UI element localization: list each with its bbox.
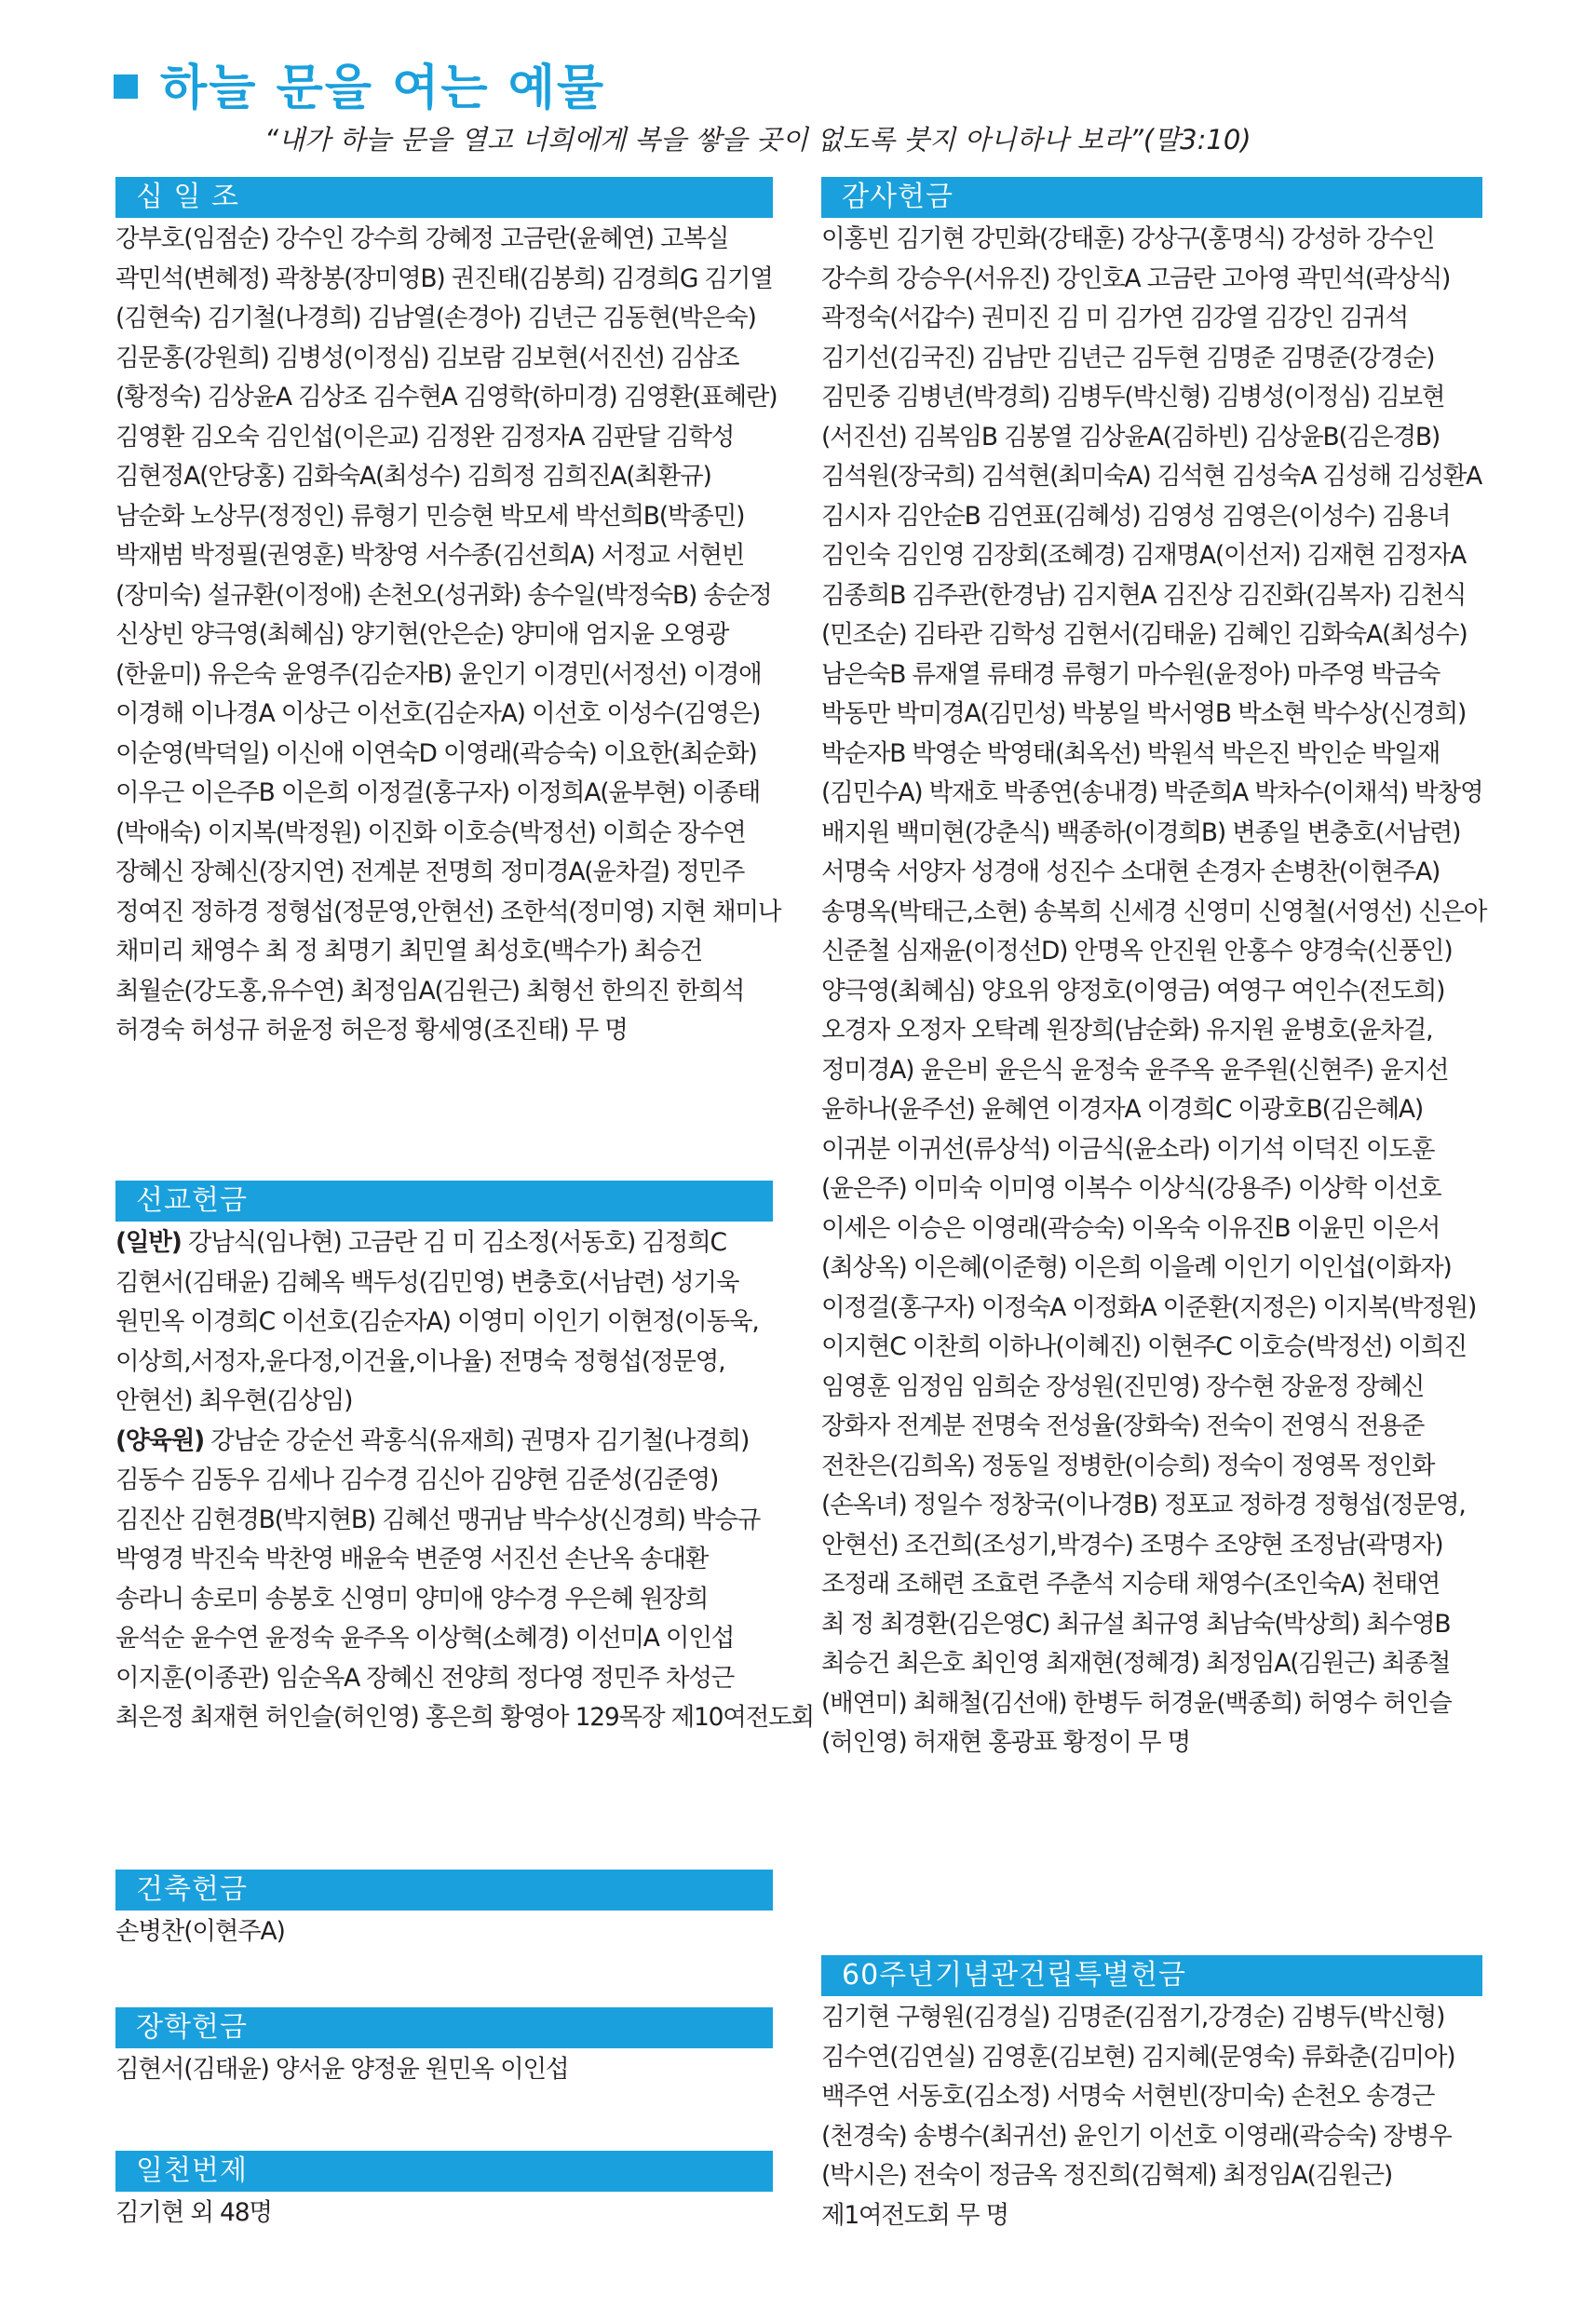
donor-line: 채미리 채영수 최 정 최명기 최민열 최성호(백수가) 최승건 (115, 937, 703, 965)
donor-line: 윤하나(윤주선) 윤혜연 이경자A 이경희C 이광호B(김은혜A) (821, 1095, 1423, 1124)
page-title: 하늘 문을 여는 예물 (160, 61, 606, 116)
donor-line: 곽정숙(서갑수) 권미진 김 미 김가연 김강열 김강인 김귀석 (821, 304, 1409, 332)
donor-line: (배연미) 최해철(김선애) 한병두 허경윤(백종희) 허영수 허인슬 (821, 1688, 1452, 1718)
category-label: (일반) (115, 1228, 182, 1257)
donor-line: 강부호(임점순) 강수인 강수희 강혜정 고금란(윤혜연) 고복실 (115, 224, 729, 253)
section-title-thanks: 감사헌금 (821, 177, 1482, 218)
section-title-tithe: 십 일 조 (115, 177, 773, 218)
section-body-thousand (115, 2194, 773, 2234)
section-building (115, 1870, 773, 1952)
donor-line: 김기선(김국진) 김남만 김년근 김두현 김명준 김명준(강경순) (821, 343, 1435, 372)
donor-line: (천경숙) 송병수(최귀선) 윤인기 이선호 이영래(곽승숙) 장병우 (821, 2121, 1452, 2151)
donor-line: (박시은) 전숙이 정금옥 정진희(김혁제) 최정임A(김원근) (821, 2161, 1393, 2190)
donor-line (115, 1501, 773, 1541)
section-title-mission: 선교헌금 (115, 1181, 773, 1222)
donor-line: 박동만 박미경A(김민성) 박봉일 박서영B 박소현 박수상(신경희) (821, 699, 1467, 728)
donor-line: 김현정A(안당홍) 김화숙A(최성수) 김희정 김희진A(최환규) (115, 462, 711, 491)
donor-line: (윤은주) 이미숙 이미영 이복수 이상식(강용주) 이상학 이선호 (821, 1174, 1441, 1203)
donor-line: 최승건 최은호 최인영 최재현(정혜경) 최정임A(김원근) 최종철 (821, 1649, 1451, 1678)
donor-line: 오경자 오정자 오탁례 원장희(남순화) 유지원 윤병호(윤차걸, (821, 1016, 1433, 1045)
donor-line (115, 1303, 773, 1343)
donor-names: 이지훈(이종관) 임순옥A 장혜신 전양희 정다영 정민주 차성근 (115, 1663, 735, 1693)
section-body-tithe (115, 220, 781, 1051)
donor-line: 김종희B 김주관(한경남) 김지현A 김진상 김진화(김복자) 김천식 (821, 580, 1467, 610)
donor-names: 강남순 강순선 곽홍식(유재희) 권명자 김기철(나경희) (204, 1425, 750, 1455)
donor-line: 임영훈 임정임 임희순 장성원(진민영) 장수현 장윤정 장혜신 (821, 1371, 1425, 1401)
donor-line: (김현숙) 김기철(나경희) 김남열(손경아) 김년근 김동현(박은숙) (115, 304, 756, 332)
donor-line: 김시자 김안순B 김연표(김혜성) 김영성 김영은(이성수) 김용녀 (821, 501, 1451, 531)
donor-line: (허인영) 허재현 홍광표 황정이 무 명 (821, 1728, 1190, 1757)
donor-line: 김수연(김연실) 김영훈(김보현) 김지혜(문영숙) 류화춘(김미아) (821, 2042, 1455, 2072)
section-thanks (821, 177, 1487, 1763)
donor-line: (황정숙) 김상윤A 김상조 김수현A 김영학(하미경) 김영환(표혜란) (115, 383, 778, 412)
donor-line: 송명옥(박태근,소현) 송복희 신세경 신영미 신영철(서영선) 신은아 (821, 897, 1487, 926)
donor-line: 김인숙 김인영 김장회(조혜경) 김재명A(이선저) 김재현 김정자A (821, 541, 1467, 570)
section-title-thousand: 일천번제 (115, 2151, 773, 2192)
donor-line: 김기현 구형원(김경실) 김명준(김점기,강경순) 김병두(박신형) (821, 2003, 1445, 2032)
donor-names: 박영경 박진숙 박찬영 배윤숙 변준영 서진선 손난옥 송대환 (115, 1545, 709, 1573)
donor-line (115, 1619, 773, 1659)
donor-line: 이귀분 이귀선(류상석) 이금식(윤소라) 이기석 이덕진 이도훈 (821, 1134, 1435, 1164)
donor-names: 강남식(임나현) 고금란 김 미 김소정(서동호) 김정희C (181, 1228, 726, 1257)
donor-line: 정여진 정하경 정형섭(정문영,안현선) 조한석(정미영) 지현 채미나 (115, 897, 781, 926)
donor-line: 신준철 심재윤(이정선D) 안명옥 안진원 안홍수 양경숙(신풍인) (821, 937, 1453, 965)
donor-names: 원민옥 이경희C 이선호(김순자A) 이영미 이인기 이현정(이동욱, (115, 1307, 759, 1336)
donor-line: 이지현C 이찬희 이하나(이혜진) 이현주C 이호승(박정선) 이희진 (821, 1332, 1467, 1361)
donor-line: 김영환 김오숙 김인섭(이은교) 김정완 김정자A 김판달 김학성 (115, 422, 735, 452)
donor-line: (손옥녀) 정일수 정창국(이나경B) 정포교 정하경 정형섭(정문영, (821, 1491, 1466, 1519)
donor-line (115, 1263, 773, 1303)
donor-names: 송라니 송로미 송봉호 신영미 양미애 양수경 우은혜 원장희 (115, 1584, 709, 1614)
section-body-scholarship (115, 2050, 773, 2090)
donor-line: 안현선) 조건희(조성기,박경수) 조명수 조양현 조정남(곽명자) (821, 1530, 1443, 1560)
donor-line: 장혜신 장혜신(장지연) 전계분 전명희 정미경A(윤차걸) 정민주 (115, 857, 745, 886)
title-row (114, 48, 1492, 118)
donor-line: (박애숙) 이지복(박정원) 이진화 이호승(박정선) 이희순 장수연 (115, 817, 746, 847)
donor-line: (한윤미) 유은숙 윤영주(김순자B) 윤인기 이경민(서정선) 이경애 (115, 659, 762, 689)
donor-line: 손병찬(이현주A) (115, 1917, 285, 1946)
donor-line: 이순영(박덕일) 이신애 이연숙D 이영래(곽승숙) 이요한(최순화) (115, 738, 757, 768)
section-title-building: 건축헌금 (115, 1870, 773, 1911)
donor-line: (민조순) 김타관 김학성 김현서(김태윤) 김혜인 김화숙A(최성수) (821, 620, 1468, 649)
donor-line: 백주연 서동호(김소정) 서명숙 서현빈(장미숙) 손천오 송경근 (821, 2082, 1435, 2111)
donor-line: 강수희 강승우(서유진) 강인호A 고금란 고아영 곽민석(곽상식) (821, 263, 1451, 293)
donor-names: 안현선) 최우현(김상임) (115, 1386, 353, 1415)
donor-line: 신상빈 양극영(최혜심) 양기현(안은순) 양미애 엄지윤 오영광 (115, 620, 729, 649)
donor-line: 이홍빈 김기현 강민화(강태훈) 강상구(홍명식) 강성하 강수인 (821, 224, 1435, 253)
donor-line: 이세은 이승은 이영래(곽승숙) 이옥숙 이유진B 이윤민 이은서 (821, 1213, 1440, 1243)
donor-line: 곽민석(변혜정) 곽창봉(장미영B) 권진태(김봉희) 김경희G 김기열 (115, 263, 773, 293)
donor-line: 김문홍(강원희) 김병성(이정심) 김보람 김보현(서진선) 김삼조 (115, 343, 739, 372)
donor-line: (최상옥) 이은혜(이준형) 이은희 이을례 이인기 이인섭(이화자) (821, 1253, 1452, 1282)
donor-line: 서명숙 서양자 성경애 성진수 소대현 손경자 손병찬(이현주A) (821, 857, 1440, 886)
donor-line: 허경숙 허성규 허윤정 허은정 황세영(조진태) 무 명 (115, 1016, 628, 1045)
donor-line: (장미숙) 설규환(이정애) 손천오(성귀화) 송수일(박정숙B) 송순정 (115, 580, 772, 610)
donor-line (115, 1223, 773, 1263)
donor-line: 배지원 백미현(강춘식) 백종하(이경희B) 변종일 변충호(서남련) (821, 817, 1461, 847)
donor-line: 장화자 전계분 전명숙 전성율(장화숙) 전숙이 전영식 전용준 (821, 1411, 1425, 1440)
section-body-thanks (821, 220, 1487, 1763)
donor-line: 최 정 최경환(김은영C) 최규설 최규영 최남숙(박상희) 최수영B (821, 1609, 1451, 1639)
section-body-building (115, 1912, 773, 1952)
donor-line: 남순화 노상무(정정인) 류형기 민승현 박모세 박선희B(박종민) (115, 501, 745, 531)
donor-line: 이우근 이은주B 이은희 이정걸(홍구자) 이정희A(윤부현) 이종태 (115, 778, 761, 807)
donor-line (115, 1461, 773, 1501)
page-header (114, 48, 1492, 155)
section-mission (115, 1181, 814, 1738)
page-subtitle: “내가 하늘 문을 열고 너희에게 복을 쌓을 곳이 없도록 붓지 아니하나 보라”(말3:10) (264, 124, 1251, 155)
donor-names: 최은정 최재현 허인슬(허인영) 홍은희 황영아 129목장 제10여전도회 (115, 1703, 814, 1732)
donor-line (115, 1382, 773, 1422)
donor-line (115, 1580, 773, 1620)
donor-line: 박순자B 박영순 박영태(최옥선) 박원석 박은진 박인순 박일재 (821, 738, 1440, 768)
donor-names: 김동수 김동우 김세나 김수경 김신아 김양현 김준성(김준영) (115, 1465, 719, 1494)
section-title-anniversary: 60주년기념관건립특별헌금 (821, 1955, 1482, 1996)
donor-line: 김석원(장국희) 김석현(최미숙A) 김석현 김성숙A 김성해 김성환A (821, 462, 1482, 491)
donor-line: (서진선) 김복임B 김봉열 김상윤A(김하빈) 김상윤B(김은경B) (821, 422, 1440, 452)
donor-line: 양극영(최혜심) 양요위 양정호(이영금) 여영구 여인수(전도희) (821, 976, 1445, 1006)
donor-line (115, 1540, 773, 1580)
donor-line: 조정래 조해련 조효련 주춘석 지승태 채영수(조인숙A) 천태연 (821, 1570, 1440, 1599)
category-label: (양육원) (115, 1425, 205, 1455)
donor-line: 최월순(강도홍,유수연) 최정임A(김원근) 최형선 한의진 한희석 (115, 976, 745, 1006)
donor-line (115, 1659, 773, 1699)
section-title-scholarship: 장학헌금 (115, 2007, 773, 2048)
section-scholarship (115, 2007, 773, 2090)
donor-line (115, 1698, 814, 1738)
square-bullet-icon (114, 74, 138, 99)
donor-line: 이정걸(홍구자) 이정숙A 이정화A 이준환(지정은) 이지복(박정원) (821, 1292, 1477, 1322)
donor-line: 남은숙B 류재열 류태경 류형기 마수원(윤정아) 마주영 박금숙 (821, 659, 1440, 689)
section-body-mission (115, 1223, 814, 1738)
donor-line: 김민중 김병년(박경희) 김병두(박신형) 김병성(이정심) 김보현 (821, 383, 1445, 412)
donor-line: 김기현 외 48명 (115, 2198, 272, 2227)
donor-line: 이경해 이나경A 이상근 이선호(김순자A) 이선호 이성수(김영은) (115, 699, 761, 728)
donor-line: (김민수A) 박재호 박종연(송내경) 박준희A 박차수(이채석) 박창영 (821, 778, 1483, 807)
donor-names: 이상희,서정자,윤다정,이건율,이나율) 전명숙 정형섭(정문영, (115, 1346, 725, 1376)
donor-line (115, 1343, 773, 1383)
donor-line: 전찬은(김희옥) 정동일 정병한(이승희) 정숙이 정영목 정인화 (821, 1451, 1435, 1480)
donor-line: 김현서(김태윤) 양서윤 양정윤 원민옥 이인섭 (115, 2055, 569, 2084)
donor-line: 제1여전도회 무 명 (821, 2200, 1008, 2230)
donor-line: 정미경A) 윤은비 윤은식 윤정숙 윤주옥 윤주원(신현주) 윤지선 (821, 1055, 1449, 1085)
section-tithe (115, 177, 781, 1051)
section-body-anniversary (821, 1998, 1482, 2235)
donor-names: 김현서(김태윤) 김혜옥 백두성(김민영) 변충호(서남련) 성기욱 (115, 1267, 739, 1297)
section-anniversary (821, 1955, 1482, 2235)
donor-names: 윤석순 윤수연 윤정숙 윤주옥 이상혁(소혜경) 이선미A 이인섭 (115, 1624, 735, 1653)
donor-names: 김진산 김현경B(박지현B) 김혜선 맹귀남 박수상(신경희) 박승규 (115, 1505, 761, 1534)
donor-line (115, 1422, 773, 1462)
donor-line: 박재범 박정필(권영훈) 박창영 서수종(김선희A) 서정교 서현빈 (115, 541, 745, 570)
section-thousand (115, 2151, 773, 2234)
